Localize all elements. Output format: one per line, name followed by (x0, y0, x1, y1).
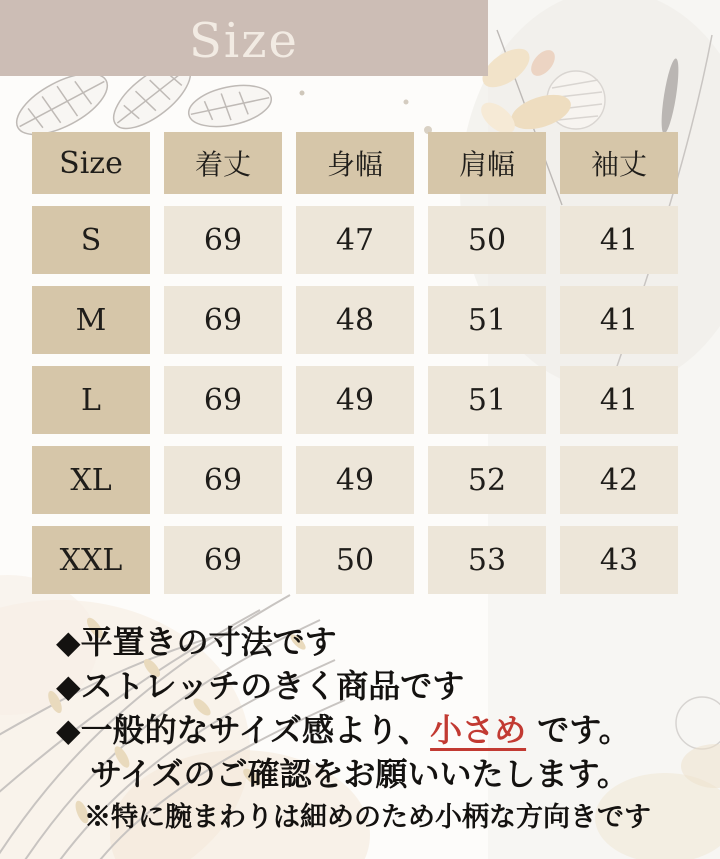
size-banner (0, 0, 488, 76)
size-value-cell: 43 (560, 526, 678, 594)
size-value-cell: 41 (560, 286, 678, 354)
size-value-cell: 53 (428, 526, 546, 594)
size-value-cell: 50 (296, 526, 414, 594)
note-runs-small: ◆一般的なサイズ感より、小さめ です。 (56, 711, 631, 749)
column-header-size: Size (32, 132, 150, 194)
note-check-size: サイズのご確認をお願いいたします。 (90, 755, 629, 793)
size-value-cell: 41 (560, 366, 678, 434)
row-label: L (32, 366, 150, 434)
runs-small-highlight: 小さめ (430, 711, 527, 749)
size-notes (56, 620, 696, 840)
size-value-cell: 50 (428, 206, 546, 274)
size-value-cell: 69 (164, 446, 282, 514)
size-banner-title: Size (189, 13, 299, 69)
size-value-cell: 69 (164, 366, 282, 434)
column-header-sleeve-length: 袖丈 (560, 132, 678, 194)
row-label: XL (32, 446, 150, 514)
size-value-cell: 69 (164, 286, 282, 354)
size-value-cell: 69 (164, 526, 282, 594)
column-header-length: 着丈 (164, 132, 282, 194)
size-value-cell: 52 (428, 446, 546, 514)
size-value-cell: 41 (560, 206, 678, 274)
row-label: XXL (32, 526, 150, 594)
note-slim-arms: ※特に腕まわりは細めのため小柄な方向きです (84, 802, 651, 833)
note-flat-measurement: ◆平置きの寸法です (56, 623, 337, 661)
size-value-cell: 51 (428, 286, 546, 354)
size-table (32, 132, 678, 594)
note-stretch: ◆ストレッチのきく商品です (56, 667, 465, 705)
column-header-shoulder-width: 肩幅 (428, 132, 546, 194)
size-value-cell: 49 (296, 366, 414, 434)
size-value-cell: 47 (296, 206, 414, 274)
row-label: M (32, 286, 150, 354)
column-header-body-width: 身幅 (296, 132, 414, 194)
size-value-cell: 49 (296, 446, 414, 514)
size-value-cell: 51 (428, 366, 546, 434)
dot-decoration (300, 91, 433, 135)
size-value-cell: 48 (296, 286, 414, 354)
row-label: S (32, 206, 150, 274)
size-value-cell: 42 (560, 446, 678, 514)
size-value-cell: 69 (164, 206, 282, 274)
